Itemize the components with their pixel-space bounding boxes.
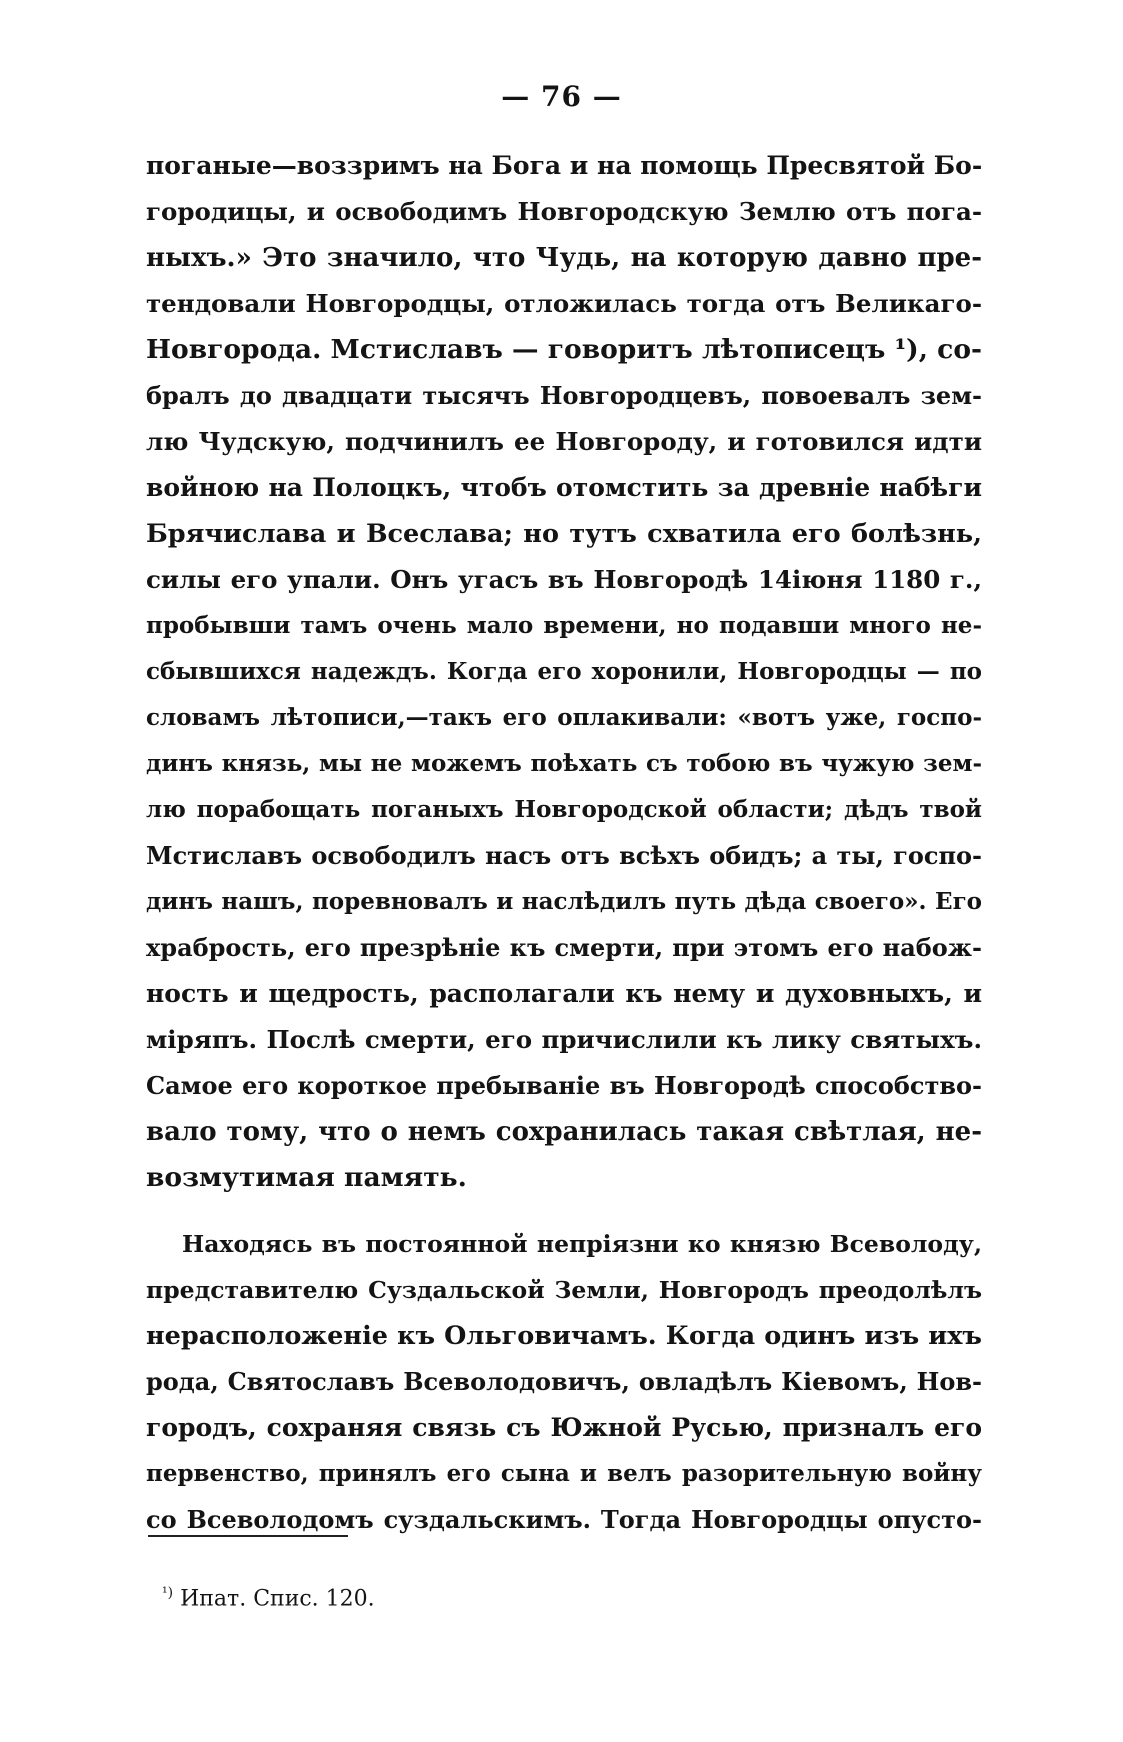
text-line: со Всеволодомъ суздальскимъ. Тогда Новгородцы опусто- bbox=[146, 1505, 982, 1534]
footnote-divider bbox=[148, 1535, 348, 1537]
text-line: храбрость, его презрѣніе къ смерти, при этомъ его набож- bbox=[146, 933, 982, 962]
paragraph-2 bbox=[146, 1221, 982, 1543]
text-line: міряпъ. Послѣ смерти, его причислили къ лику святыхъ. bbox=[146, 1025, 982, 1054]
text-line: поганые—воззримъ на Бога и на помощь Пресвятой Бо- bbox=[146, 151, 983, 180]
text-line: ныхъ.» Это значило, что Чудь, на которую давно пре- bbox=[146, 243, 982, 273]
text-line: Мстиславъ освободилъ насъ отъ всѣхъ обидъ; а ты, госпо- bbox=[146, 841, 982, 870]
paragraph-gap bbox=[146, 1201, 982, 1221]
text-line: лю Чудскую, подчинилъ ее Новгороду, и готовился идти bbox=[146, 427, 982, 456]
body-text bbox=[146, 143, 982, 1543]
text-line: бралъ до двадцати тысячъ Новгородцевъ, повоевалъ зем- bbox=[146, 381, 982, 410]
text-line: возмутимая память. bbox=[146, 1162, 467, 1193]
footnote-marker: ¹) bbox=[162, 1585, 174, 1601]
text-line: динъ князь, мы не можемъ поѣхать съ тобою въ чужую зем- bbox=[146, 750, 982, 777]
text-line: нерасположеніе къ Ольговичамъ. Когда одинъ изъ ихъ bbox=[146, 1321, 982, 1351]
footnote-text: Ипат. Спис. 120. bbox=[180, 1586, 375, 1612]
text-line: силы его упали. Онъ угасъ въ Новгородѣ 14іюня 1180 г., bbox=[146, 565, 982, 594]
text-line: Находясь въ постоянной непріязни ко князю Всеволоду, bbox=[182, 1230, 982, 1258]
text-line: сбывшихся надеждъ. Когда его хоронили, Новгородцы — по bbox=[146, 658, 982, 685]
text-line: городъ, сохраняя связь съ Южной Русью, призналъ его bbox=[146, 1413, 982, 1442]
text-line: ность и щедрость, располагали къ нему и духовныхъ, и bbox=[146, 979, 982, 1008]
page-number: — 76 — bbox=[501, 80, 622, 113]
text-line: словамъ лѣтописи,—такъ его оплакивали: «вотъ уже, госпо- bbox=[146, 704, 982, 731]
text-line: представителю Суздальской Земли, Новгородъ преодолѣлъ bbox=[146, 1276, 982, 1304]
text-line: динъ нашъ, поревновалъ и наслѣдилъ путь дѣда своего». Его bbox=[146, 888, 982, 915]
footnote bbox=[162, 1578, 375, 1614]
text-line: пробывши тамъ очень мало времени, но подавши много не- bbox=[146, 612, 982, 639]
paragraph-1 bbox=[146, 143, 982, 1201]
text-line: Самое его короткое пребываніе въ Новгородѣ способство- bbox=[146, 1071, 982, 1100]
text-line: Брячислава и Всеслава; но тутъ схватила его болѣзнь, bbox=[146, 519, 982, 549]
text-line: рода, Святославъ Всеволодовичъ, овладѣлъ Кіевомъ, Нов- bbox=[146, 1367, 982, 1396]
text-line: вало тому, что о немъ сохранилась такая свѣтлая, не- bbox=[146, 1117, 982, 1147]
text-line: войною на Полоцкъ, чтобъ отомстить за древніе набѣги bbox=[146, 473, 982, 502]
text-line: первенство, принялъ его сына и велъ разорительную войну bbox=[146, 1460, 982, 1487]
text-line: Новгорода. Мстиславъ — говоритъ лѣтописецъ ¹), со- bbox=[146, 334, 982, 365]
text-line: лю порабощать поганыхъ Новгородской области; дѣдъ твой bbox=[146, 796, 982, 823]
text-line: городицы, и освободимъ Новгородскую Землю отъ пога- bbox=[146, 197, 982, 226]
text-line: тендовали Новгородцы, отложилась тогда отъ Великаго- bbox=[146, 289, 982, 318]
